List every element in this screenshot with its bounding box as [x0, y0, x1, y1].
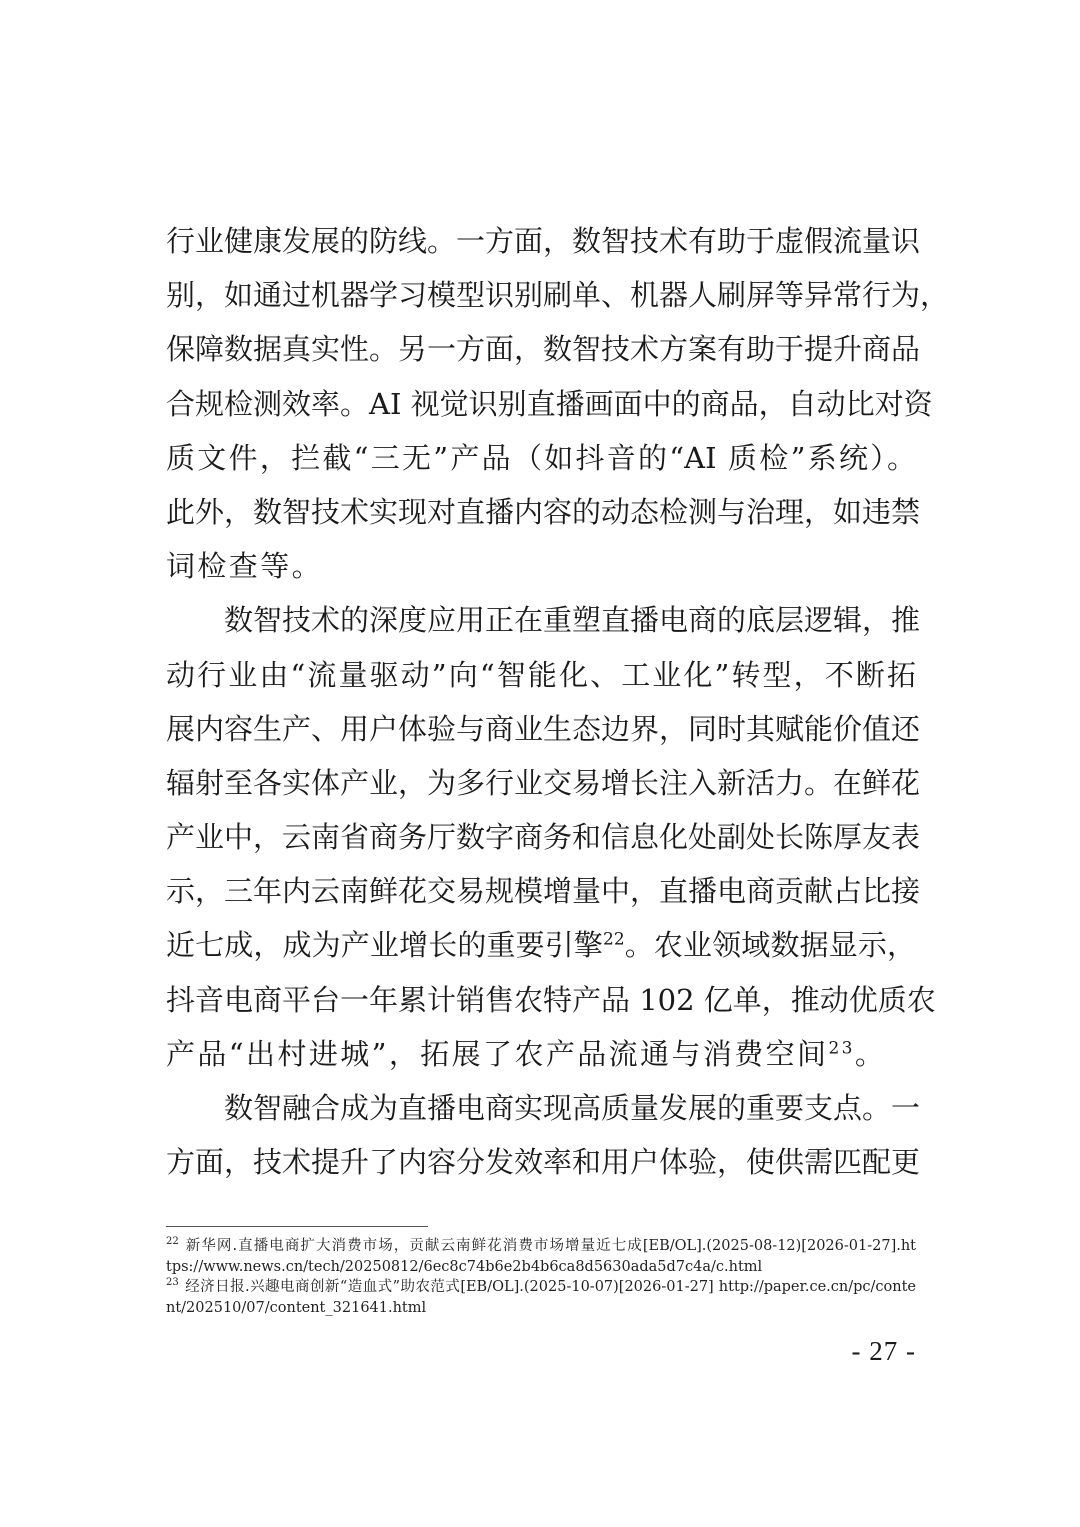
footnote-ref-22[interactable]: 22 — [603, 929, 625, 950]
footnote-23 — [166, 1277, 916, 1318]
footnote-text: 新华网.直播电商扩大消费市场，贡献云南鲜花消费市场增量近七成[EB/OL].(2025-08-12)[2026-01-27].ht — [184, 1238, 916, 1254]
text-line: 展内容生产、用户体验与商业生态边界，同时其赋能价值还 — [166, 711, 921, 746]
footnote-line — [166, 1236, 916, 1257]
text-segment: 产品“出村进城”，拓展了农产品流通与消费空间 — [166, 1036, 829, 1071]
footnote-number: 23 — [166, 1277, 179, 1289]
text-line: 别，如通过机器学习模型识别刷单、机器人刷屏等异常行为， — [166, 278, 950, 313]
footnote-link[interactable]: tps://www.news.cn/tech/20250812/6ec8c74b6e2b4b6ca8d5630ada5d7c4a/c.html — [166, 1258, 763, 1275]
text-line: 合规检测效率。AI 视觉识别直播画面中的商品，自动比对资 — [166, 386, 933, 421]
text-line: 产业中，云南省商务厅数字商务和信息化处副处长陈厚友表 — [166, 820, 921, 855]
text-line: 辐射至各实体产业，为多行业交易增长注入新活力。在鲜花 — [166, 765, 921, 800]
footnote-link[interactable]: nt/202510/07/content_321641.html — [166, 1299, 427, 1316]
footnote-text: 经济日报.兴趣电商创新“造血式”助农范式[EB/OL].(2025-10-07)[2026-01-27] http://paper.ce.cn/pc/conte — [184, 1279, 916, 1295]
text-line: 抖音电商平台一年累计销售农特产品 102 亿单，推动优质农 — [166, 982, 936, 1017]
text-line-with-footnote — [166, 918, 916, 972]
paragraph-2 — [166, 593, 936, 1081]
text-line: 质文件，拦截“三无”产品（如抖音的“AI 质检”系统）。 — [166, 440, 916, 475]
text-segment: 。 — [854, 1036, 887, 1071]
body-text — [166, 214, 950, 1189]
footnotes — [166, 1236, 916, 1318]
footnote-number: 22 — [166, 1236, 179, 1248]
paragraph-3 — [166, 1081, 921, 1189]
text-line: 数智融合成为直播电商实现高质量发展的重要支点。一 — [224, 1091, 921, 1125]
text-line: 示，三年内云南鲜花交易规模增量中，直播电商贡献占比接 — [166, 874, 921, 909]
page-number: - 27 - — [851, 1336, 916, 1366]
footnote-divider — [166, 1226, 428, 1227]
text-segment: 近七成，成为产业增长的重要引擎 — [166, 928, 603, 963]
paragraph-1 — [166, 214, 950, 593]
text-line: 动行业由“流量驱动”向“智能化、工业化”转型，不断拓 — [166, 657, 916, 692]
footnote-ref-23[interactable]: 23 — [828, 1038, 855, 1059]
text-line-with-footnote — [166, 1027, 916, 1081]
text-line: 保障数据真实性。另一方面，数智技术方案有助于提升商品 — [166, 332, 921, 367]
text-line: 词检查等。 — [166, 549, 324, 584]
text-line: 数智技术的深度应用正在重塑直播电商的底层逻辑，推 — [224, 603, 921, 638]
text-line: 方面，技术提升了内容分发效率和用户体验，使供需匹配更 — [166, 1145, 921, 1180]
text-segment: 。农业领域数据显示， — [624, 928, 916, 963]
footnote-line — [166, 1277, 916, 1298]
text-line: 此外，数智技术实现对直播内容的动态检测与治理，如违禁 — [166, 494, 921, 529]
footnote-22 — [166, 1236, 916, 1277]
text-line: 行业健康发展的防线。一方面，数智技术有助于虚假流量识 — [166, 224, 921, 258]
